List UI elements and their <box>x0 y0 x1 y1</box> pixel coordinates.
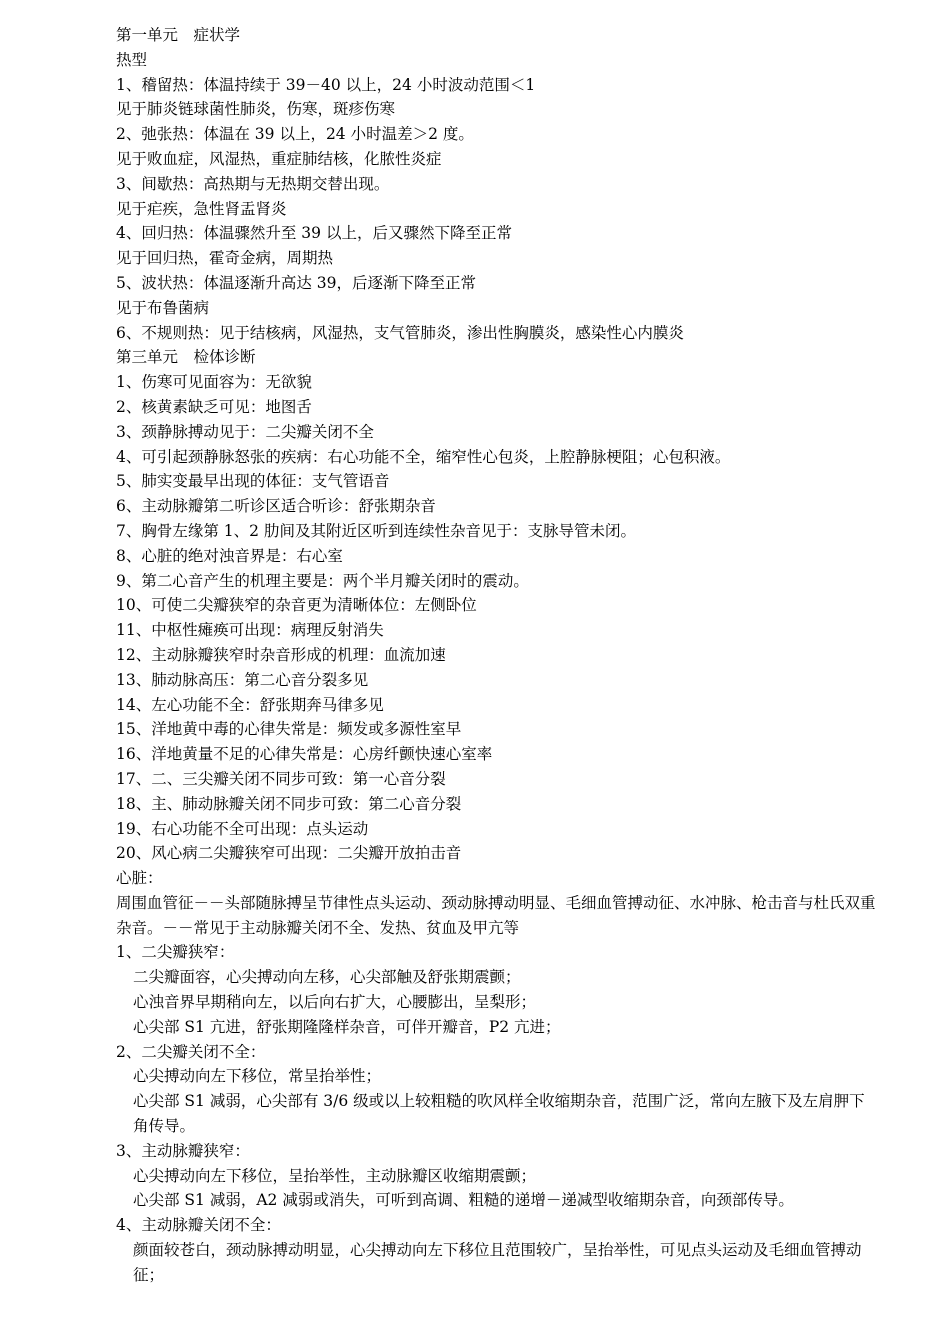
document-body <box>116 23 876 1288</box>
text-line: 1、二尖瓣狭窄： <box>116 943 235 962</box>
text-line-indented: 心尖搏动向左下移位，呈抬举性，主动脉瓣区收缩期震颤； <box>133 1166 537 1185</box>
text-line: 3、主动脉瓣狭窄： <box>116 1141 250 1160</box>
text-line: 20、风心病二尖瓣狭窄可出现：二尖瓣开放拍击音 <box>116 844 462 863</box>
text-line-indented: 心浊音界早期稍向左，以后向右扩大，心腰膨出，呈梨形； <box>133 993 537 1012</box>
text-line: 见于布鲁菌病 <box>116 298 210 317</box>
text-line: 9、第二心音产生的机理主要是：两个半月瓣关闭时的震动。 <box>116 571 529 590</box>
text-line: 11、中枢性瘫痪可出现：病理反射消失 <box>116 621 384 640</box>
text-line: 18、主、肺动脉瓣关闭不同步可致：第二心音分裂 <box>116 794 462 813</box>
text-line: 6、不规则热：见于结核病，风湿热，支气管肺炎，渗出性胸膜炎，感染性心内膜炎 <box>116 323 684 342</box>
text-line: 2、二尖瓣关闭不全： <box>116 1042 266 1061</box>
text-line-indented: 心尖搏动向左下移位，常呈抬举性； <box>133 1067 382 1086</box>
unit-heading: 第一单元 症状学 <box>116 26 241 44</box>
text-line: 15、洋地黄中毒的心律失常是：频发或多源性室早 <box>116 720 462 739</box>
text-line: 2、弛张热：体温在 39 以上，24 小时温差＞2 度。 <box>116 125 474 144</box>
text-line: 17、二、三尖瓣关闭不同步可致：第一心音分裂 <box>116 769 446 788</box>
text-line: 2、核黄素缺乏可见：地图舌 <box>116 397 312 416</box>
text-line: 6、主动脉瓣第二听诊区适合听诊：舒张期杂音 <box>116 497 436 516</box>
text-line: 12、主动脉瓣狭窄时杂音形成的机理：血流加速 <box>116 645 446 664</box>
text-line: 4、主动脉瓣关闭不全： <box>116 1216 281 1235</box>
section-heading: 热型 <box>116 50 148 69</box>
text-line: 1、伤寒可见面容为：无欲貌 <box>116 373 312 392</box>
text-line: 3、间歇热：高热期与无热期交替出现。 <box>116 174 390 193</box>
text-line: 5、肺实变最早出现的体征：支气管语音 <box>116 472 390 491</box>
unit-heading: 第三单元 检体诊断 <box>116 348 256 367</box>
text-line: 4、回归热：体温骤然升至 39 以上，后又骤然下降至正常 <box>116 224 512 243</box>
text-line: 3、颈静脉搏动见于：二尖瓣关闭不全 <box>116 422 374 441</box>
text-line-indented: 心尖部 S1 减弱，A2 减弱或消失，可听到高调、粗糙的递增－递减型收缩期杂音，向颈部传导。 <box>133 1191 794 1210</box>
text-line: 10、可使二尖瓣狭窄的杂音更为清晰体位：左侧卧位 <box>116 596 477 615</box>
text-line: 周围血管征－－头部随脉搏呈节律性点头运动、颈动脉搏动明显、毛细血管搏动征、水冲脉、枪击音与杜氏双重杂音。－－常见于主动脉瓣关闭不全、发热、贫血及甲亢等 <box>116 893 876 937</box>
text-line: 见于疟疾，急性肾盂肾炎 <box>116 199 287 218</box>
text-line: 见于肺炎链球菌性肺炎，伤寒，斑疹伤寒 <box>116 100 396 119</box>
text-line: 13、肺动脉高压：第二心音分裂多见 <box>116 670 369 689</box>
text-line: 1、稽留热：体温持续于 39－40 以上，24 小时波动范围＜1 <box>116 75 536 94</box>
text-line: 4、可引起颈静脉怒张的疾病：右心功能不全，缩窄性心包炎，上腔静脉梗阻；心包积液。 <box>116 447 731 466</box>
text-line: 5、波状热：体温逐渐升高达 39，后逐渐下降至正常 <box>116 273 477 292</box>
text-line-indented: 二尖瓣面容，心尖搏动向左移，心尖部触及舒张期震颤； <box>133 968 521 987</box>
text-line: 见于回归热，霍奇金病，周期热 <box>116 249 334 268</box>
section-heading: 心脏： <box>116 869 163 888</box>
text-line: 7、胸骨左缘第 1、2 肋间及其附近区听到连续性杂音见于：支脉导管未闭。 <box>116 521 636 540</box>
text-line: 14、左心功能不全：舒张期奔马律多见 <box>116 695 384 714</box>
text-line-indented: 颜面较苍白，颈动脉搏动明显，心尖搏动向左下移位且范围较广，呈抬举性，可见点头运动及毛细血管搏动征； <box>133 1241 862 1284</box>
text-line-indented: 心尖部 S1 亢进，舒张期隆隆样杂音，可伴开瓣音，P2 亢进； <box>133 1017 561 1036</box>
text-line: 19、右心功能不全可出现：点头运动 <box>116 819 369 838</box>
text-line: 16、洋地黄量不足的心律失常是：心房纤颤快速心室率 <box>116 745 493 764</box>
text-line-indented: 心尖部 S1 减弱，心尖部有 3/6 级或以上较粗糙的吹风样全收缩期杂音，范围广泛，常向左腋下及左肩胛下角传导。 <box>133 1092 865 1136</box>
text-line: 见于败血症，风湿热，重症肺结核，化脓性炎症 <box>116 149 442 168</box>
text-line: 8、心脏的绝对浊音界是：右心室 <box>116 546 343 565</box>
